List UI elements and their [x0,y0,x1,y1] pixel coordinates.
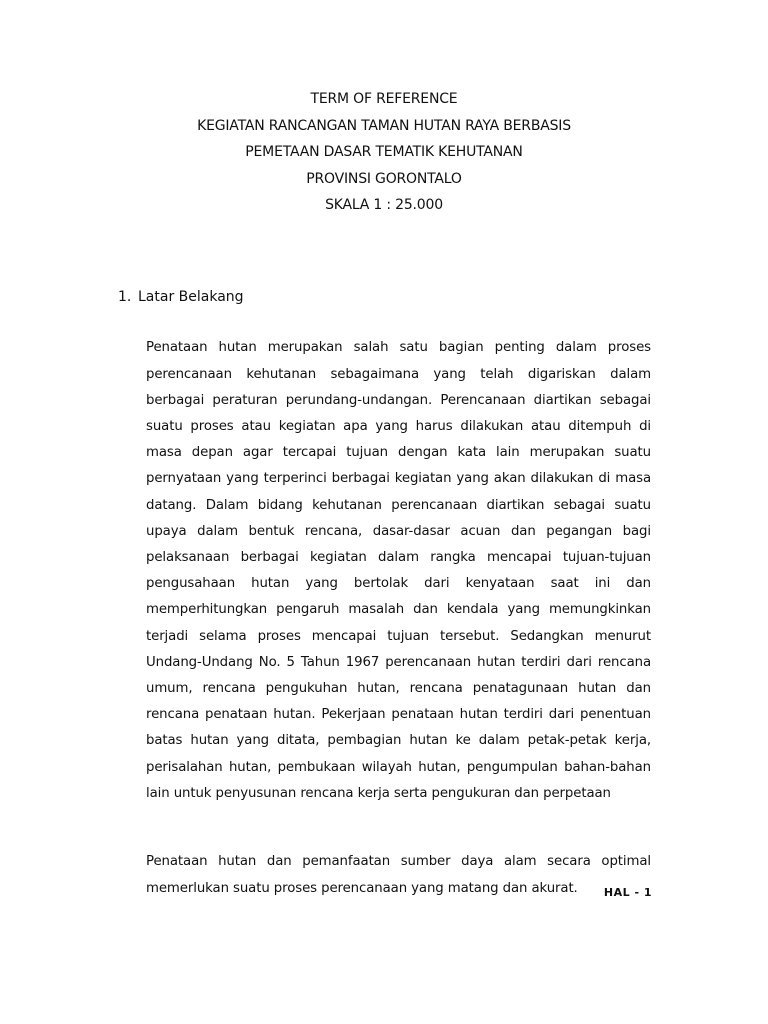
title-line-5: SKALA 1 : 25.000 [325,197,443,213]
title-line-4: PROVINSI GORONTALO [306,170,462,187]
title-line-1: TERM OF REFERENCE [310,91,458,107]
section-number: 1. [118,289,132,305]
title-line-3: PEMETAAN DASAR TEMATIK KEHUTANAN [245,144,523,160]
paragraph-2: Penataan hutan dan pemanfaatan sumber daya alam secara optimal memerlukan suatu proses perencanaan yang matang dan akurat. [146,854,651,896]
title-line-2: KEGIATAN RANCANGAN TAMAN HUTAN RAYA BERBASIS [197,117,571,134]
section-heading [118,286,244,308]
document-title [0,86,768,219]
section-title: Latar Belakang [138,289,244,305]
paragraph-1: Penataan hutan merupakan salah satu bagian penting dalam proses perencanaan kehutanan sebagaimana yang telah digariskan dalam berbagai peraturan perundang-undangan. Perencanaan diartikan sebagai suatu proses atau kegiatan apa yang harus dilakukan atau ditempuh di masa depan agar tercapai tujuan dengan kata lain merupakan suatu pernyataan yang terperinci berbagai kegiatan yang akan dilakukan di masa datang. Dalam bidang kehutanan perencanaan diartikan sebagai suatu upaya dalam bentuk rencana, dasar-dasar acuan dan pegangan bagi pelaksanaan berbagai kegiatan dalam rangka mencapai tujuan-tujuan pengusahaan hutan yang bertolak dari kenyataan saat ini dan memperhitungkan pengaruh masalah dan kendala yang memungkinkan terjadi selama proses mencapai tujuan tersebut. Sedangkan menurut Undang-Undang No. 5 Tahun 1967 perencanaan hutan terdiri dari rencana umum, rencana pengukuhan hutan, rencana penatagunaan hutan dan rencana penataan hutan. Pekerjaan penataan hutan terdiri dari penentuan batas hutan yang ditata, pembagian hutan ke dalam petak-petak kerja, perisalahan hutan, pembukaan wilayah hutan, pengumpulan bahan-bahan lain untuk penyusunan rencana kerja serta pengukuran dan perpetaan [146,340,651,801]
page-number: HAL - 1 [603,886,652,899]
